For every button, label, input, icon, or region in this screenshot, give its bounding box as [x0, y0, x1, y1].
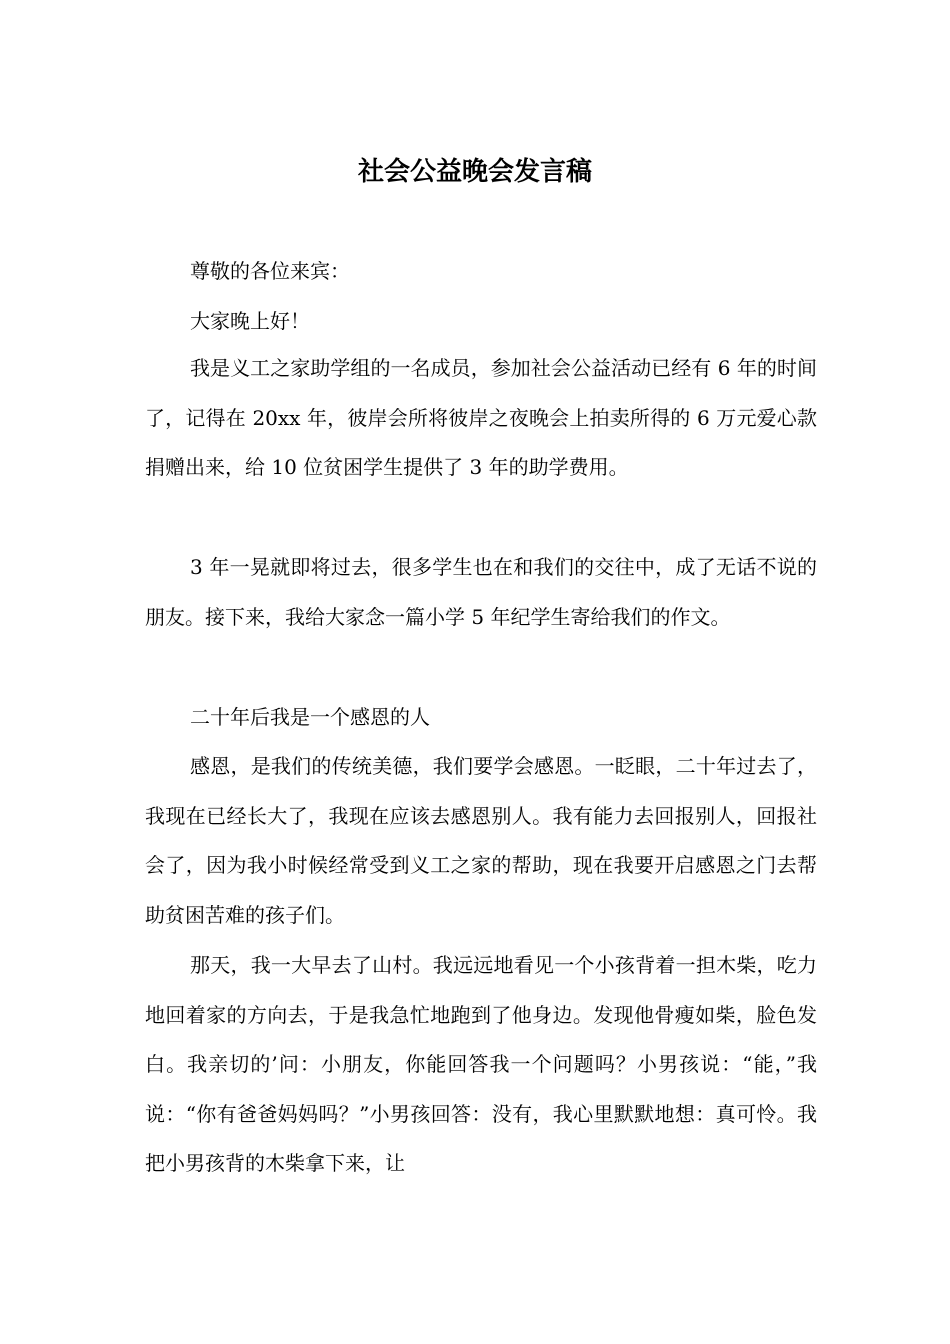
greeting-paragraph	[145, 247, 817, 297]
paragraph-5: 二十年后我是一个感恩的人	[190, 705, 430, 729]
paragraph-6: 感恩，是我们的传统美德，我们要学会感恩。一眨眼，二十年过去了，我现在已经长大了，我现在应该去感恩别人。我有能力去回报别人，回报社会了，因为我小时候经常受到义工之家的帮助，现在我要开启感恩之门去帮助贫困苦难的孩子们。	[145, 754, 817, 927]
paragraph-2: 大家晚上好！	[190, 309, 310, 333]
friends-paragraph	[145, 543, 817, 642]
paragraph-1: 尊敬的各位来宾：	[190, 259, 350, 283]
paragraph-4: 3 年一晃就即将过去，很多学生也在和我们的交往中，成了无话不说的朋友。接下来，我给大家念一篇小学 5 年纪学生寄给我们的作文。	[145, 555, 817, 629]
salutation-paragraph	[145, 297, 817, 347]
gratitude-paragraph	[145, 742, 817, 940]
paragraph-3: 我是义工之家助学组的一名成员，参加社会公益活动已经有 6 年的时间了，记得在 20xx 年，彼岸会所将彼岸之夜晚会上拍卖所得的 6 万元爱心款捐赠出来，给 10 位贫困学生提供了 3 年的助学费用。	[145, 356, 817, 479]
document-title: 社会公益晚会发言稿	[357, 157, 592, 187]
story-paragraph	[145, 941, 817, 1189]
essay-title-paragraph	[145, 693, 817, 743]
intro-paragraph	[145, 344, 817, 493]
paragraph-7: 那天，我一大早去了山村。我远远地看见一个小孩背着一担木柴，吃力地回着家的方向去，于是我急忙地跑到了他身边。发现他骨瘦如柴，脸色发白。我亲切的’问：小朋友，你能回答我一个问题吗？小男孩说：“能，”我说：“你有爸爸妈妈吗？”小男孩回答：没有，我心里默默地想：真可怜。我把小男孩背的木柴拿下来，让	[145, 953, 817, 1175]
